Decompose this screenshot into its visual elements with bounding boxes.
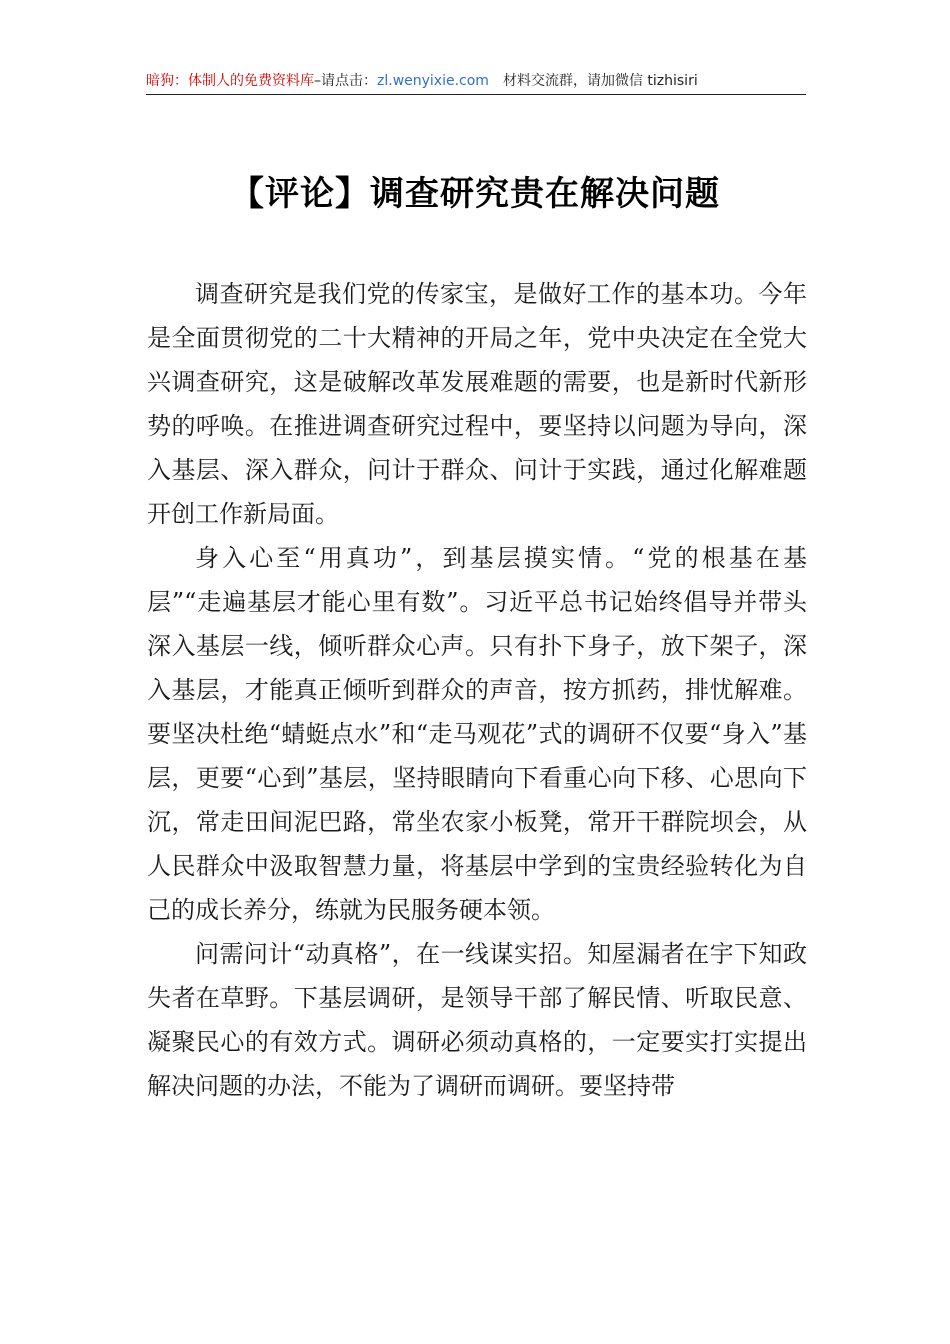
paragraph: 身入心至“用真功”，到基层摸实情。“党的根基在基层”“走遍基层才能心里有数”。习近平总书记始终倡导并带头深入基层一线，倾听群众心声。只有扑下身子，放下架子，深入基层，才能真正倾听到群众的声音，按方抓药，排忧解难。要坚决杜绝“蜻蜓点水”和“走马观花”式的调研不仅要“身入”基层，更要“心到”基层，坚持眼睛向下看重心向下移、心思向下沉，常走田间泥巴路，常坐农家小板凳，常开干群院坝会，从人民群众中汲取智慧力量，将基层中学到的宝贵经验转化为自己的成长养分，练就为民服务硬本领。 bbox=[147, 544, 807, 924]
site-name: 暗狗：体制人的免费资料库 bbox=[146, 73, 314, 89]
page-header bbox=[146, 70, 806, 95]
paragraph: 问需问计“动真格”，在一线谋实招。知屋漏者在宇下知政失者在草野。下基层调研，是领导干部了解民情、听取民意、凝聚民心的有效方式。调研必须动真格的，一定要实打实提出解决问题的办法，不能为了调研而调研。要坚持带 bbox=[147, 940, 807, 1100]
document-title: 【评论】调查研究贵在解决问题 bbox=[230, 174, 720, 214]
click-prefix: –请点击： bbox=[314, 73, 377, 89]
document-body bbox=[147, 272, 807, 1108]
contact-info: 材料交流群，请加微信 tizhisiri bbox=[502, 73, 698, 89]
paragraph: 调查研究是我们党的传家宝，是做好工作的基本功。今年是全面贯彻党的二十大精神的开局之年，党中央决定在全党大兴调查研究，这是破解改革发展难题的需要，也是新时代新形势的呼唤。在推进调查研究过程中，要坚持以问题为导向，深入基层、深入群众，问计于群众、问计于实践，通过化解难题开创工作新局面。 bbox=[147, 280, 807, 528]
site-url-link[interactable]: zl.wenyixie.com bbox=[377, 73, 489, 89]
